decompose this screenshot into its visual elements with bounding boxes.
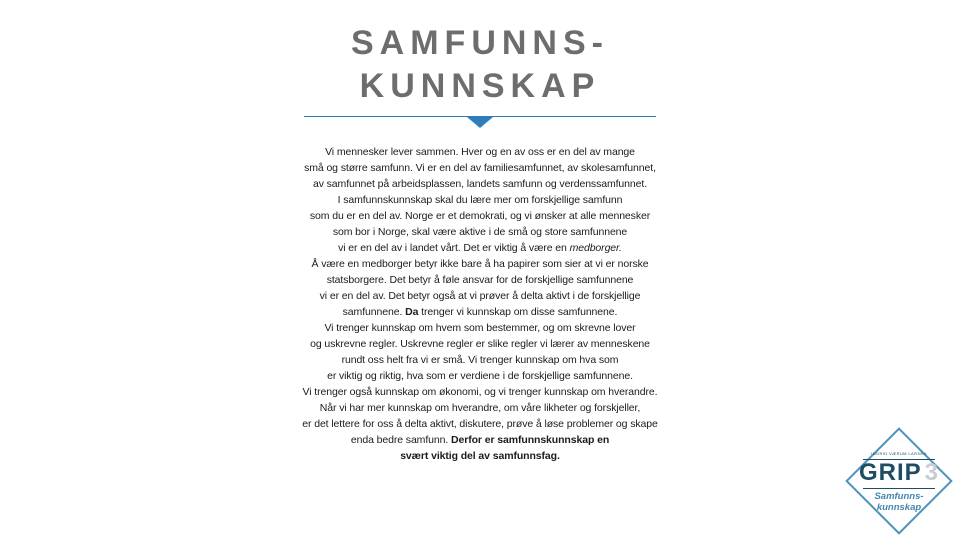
body-text-segment: rundt oss helt fra vi er små. Vi trenger kunnskap om hva som <box>341 354 619 366</box>
logo-author-name: INGRID VÆRUM LARSEN <box>871 451 927 456</box>
logo-series-name: GRIP <box>858 459 922 486</box>
body-text-segment: små og større samfunn. Vi er en del av familiesamfunnet, av skolesamfunnet, <box>304 162 656 174</box>
title-line-1: SAMFUNNS- <box>351 24 609 62</box>
body-text-segment: Da <box>405 306 419 318</box>
body-text-segment: trenger vi kunnskap om disse samfunnene. <box>418 306 618 318</box>
body-text-line <box>110 384 850 400</box>
logo-rule-bottom <box>863 488 935 489</box>
body-text-segment: I samfunnskunnskap skal du lære mer om forskjellige samfunn <box>337 194 623 206</box>
body-text-segment: enda bedre samfunn. <box>350 434 451 446</box>
body-text-segment: Derfor er samfunnskunnskap en <box>451 434 610 446</box>
body-text-line <box>110 368 850 384</box>
body-text-line <box>110 272 850 288</box>
body-text-line <box>110 144 850 160</box>
title-divider <box>304 116 656 130</box>
slide-title <box>0 22 960 108</box>
body-text-segment: samfunnene. <box>342 306 406 318</box>
body-text-segment: Vi trenger kunnskap om hvem som bestemmer, og om skrevne lover <box>324 322 636 334</box>
arrow-down-icon <box>467 117 493 128</box>
logo-subject-line-2: kunnskap <box>876 501 922 513</box>
body-text-line <box>110 400 850 416</box>
body-text-segment: av samfunnet på arbeidsplassen, landets samfunn og verdenssamfunnet. <box>312 178 648 190</box>
body-text-segment: svært viktig del av samfunnsfag. <box>400 450 560 462</box>
logo-series-title <box>849 460 949 486</box>
body-text-segment: som bor i Norge, skal være aktive i de små og store samfunnene <box>332 226 628 238</box>
body-text-segment: vi er en del av i landet vårt. Det er viktig å være en <box>338 242 570 254</box>
body-text-segment: Når vi har mer kunnskap om hverandre, om våre likheter og forskjeller, <box>319 402 641 414</box>
body-text-line <box>110 448 850 464</box>
logo-subject-line-1: Samfunns- <box>874 491 924 502</box>
logo-subject <box>849 492 949 513</box>
body-paragraph <box>110 144 850 464</box>
body-text-segment: Å være en medborger betyr ikke bare å ha papirer som sier at vi er norske <box>311 258 649 270</box>
body-text-line <box>110 208 850 224</box>
body-text-line <box>110 416 850 432</box>
body-text-segment: Vi trenger også kunnskap om økonomi, og vi trenger kunnskap om hverandre. <box>302 386 658 398</box>
body-text-segment: vi er en del av. Det betyr også at vi prøver å delta aktivt i de forskjellige <box>319 290 641 302</box>
logo-level-number: 3 <box>924 459 940 486</box>
body-text-segment: Vi mennesker lever sammen. Hver og en av oss er en del av mange <box>325 146 635 158</box>
body-text-line <box>110 320 850 336</box>
body-text-line <box>110 352 850 368</box>
body-text-segment: er viktig og riktig, hva som er verdiene i de forskjellige samfunnene. <box>327 370 633 382</box>
body-text-line <box>110 432 850 448</box>
body-text-line <box>110 288 850 304</box>
body-text-line <box>110 160 850 176</box>
body-text-line <box>110 176 850 192</box>
body-text-segment: medborger. <box>569 242 622 254</box>
title-line-2: KUNNSKAP <box>359 67 601 105</box>
body-text-line <box>110 256 850 272</box>
body-text-line <box>110 240 850 256</box>
body-text-line <box>110 304 850 320</box>
body-text-line <box>110 224 850 240</box>
grip-logo <box>845 427 953 535</box>
body-text-line <box>110 336 850 352</box>
logo-content <box>849 451 949 513</box>
body-text-segment: og uskrevne regler. Uskrevne regler er slike regler vi lærer av menneskene <box>310 338 650 350</box>
body-text-segment: statsborgere. Det betyr å føle ansvar for de forskjellige samfunnene <box>326 274 634 286</box>
body-text-segment: er det lettere for oss å delta aktivt, diskutere, prøve å løse problemer og skape <box>302 418 658 430</box>
body-text-segment: som du er en del av. Norge er et demokrati, og vi ønsker at alle mennesker <box>309 210 651 222</box>
body-text-line <box>110 192 850 208</box>
